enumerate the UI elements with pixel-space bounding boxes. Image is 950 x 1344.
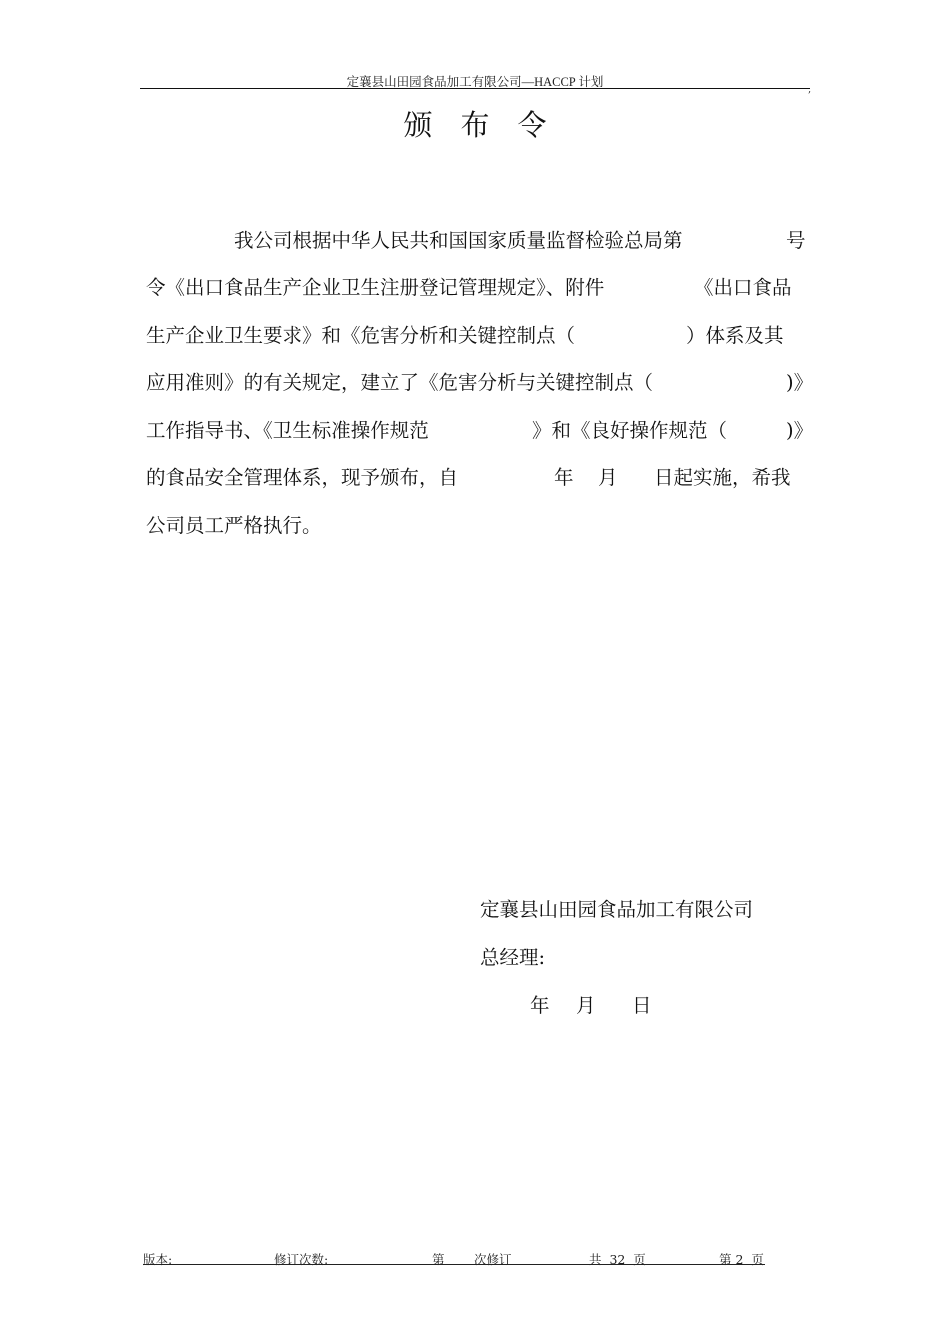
body-line-5: [146, 415, 814, 455]
body-line-7-text: 公司员工严格执行。: [146, 514, 322, 537]
body-line-5-text: 工作指导书、《卫生标准操作规范: [146, 419, 429, 442]
signature-company: 定襄县山田园食品加工有限公司: [480, 898, 754, 921]
footer-total-pages: 共 32 页: [589, 1252, 646, 1267]
body-line-1: [146, 225, 806, 265]
footer-revisions: 修订次数:: [274, 1252, 329, 1267]
footer-nth-suffix: 次修订: [474, 1252, 512, 1267]
body-line-6-year: 年: [554, 466, 574, 489]
body-line-6-end: 日起实施，希我: [654, 466, 791, 489]
signature-year: 年: [530, 994, 550, 1017]
body-line-4-text: 应用准则》的有关规定，建立了《危害分析与关键控制点（: [146, 371, 654, 394]
body-line-4-end: )》: [786, 371, 814, 394]
body-line-3-end: ）体系及其: [686, 324, 784, 347]
signature-manager: 总经理:: [480, 946, 546, 969]
body-line-3: [146, 320, 806, 360]
footer-page-number: 第 2 页: [719, 1252, 764, 1267]
body-line-4: [146, 367, 814, 407]
body-line-2-end: 《出口食品: [694, 276, 792, 299]
running-header: 定襄县山田园食品加工有限公司—HACCP 计划: [346, 75, 604, 89]
body-line-1-text: 我公司根据中华人民共和国国家质量监督检验总局第: [234, 229, 683, 252]
signature-month: 月: [576, 994, 596, 1017]
header-mark: ,: [808, 84, 812, 95]
body-line-5-end: )》: [786, 419, 814, 442]
footer-nth-prefix: 第: [432, 1252, 445, 1267]
body-line-2: [146, 272, 806, 312]
body-line-6: [146, 462, 806, 502]
body-line-5-mid: 》和《良好操作规范（: [532, 419, 728, 442]
document-title: 颁布令: [403, 108, 575, 142]
signature-day: 日: [632, 994, 652, 1017]
body-line-3-text: 生产企业卫生要求》和《危害分析和关键控制点（: [146, 324, 576, 347]
body-line-6-text: 的食品安全管理体系，现予颁布，自: [146, 466, 459, 489]
body-line-1-end: 号: [786, 229, 806, 252]
body-line-7: [146, 510, 806, 550]
footer-rule: [143, 1264, 765, 1265]
footer-version: 版本:: [143, 1252, 173, 1267]
body-line-2-text: 令《出口食品生产企业卫生注册登记管理规定》、附件: [146, 276, 605, 299]
body-line-6-month: 月: [598, 466, 618, 489]
